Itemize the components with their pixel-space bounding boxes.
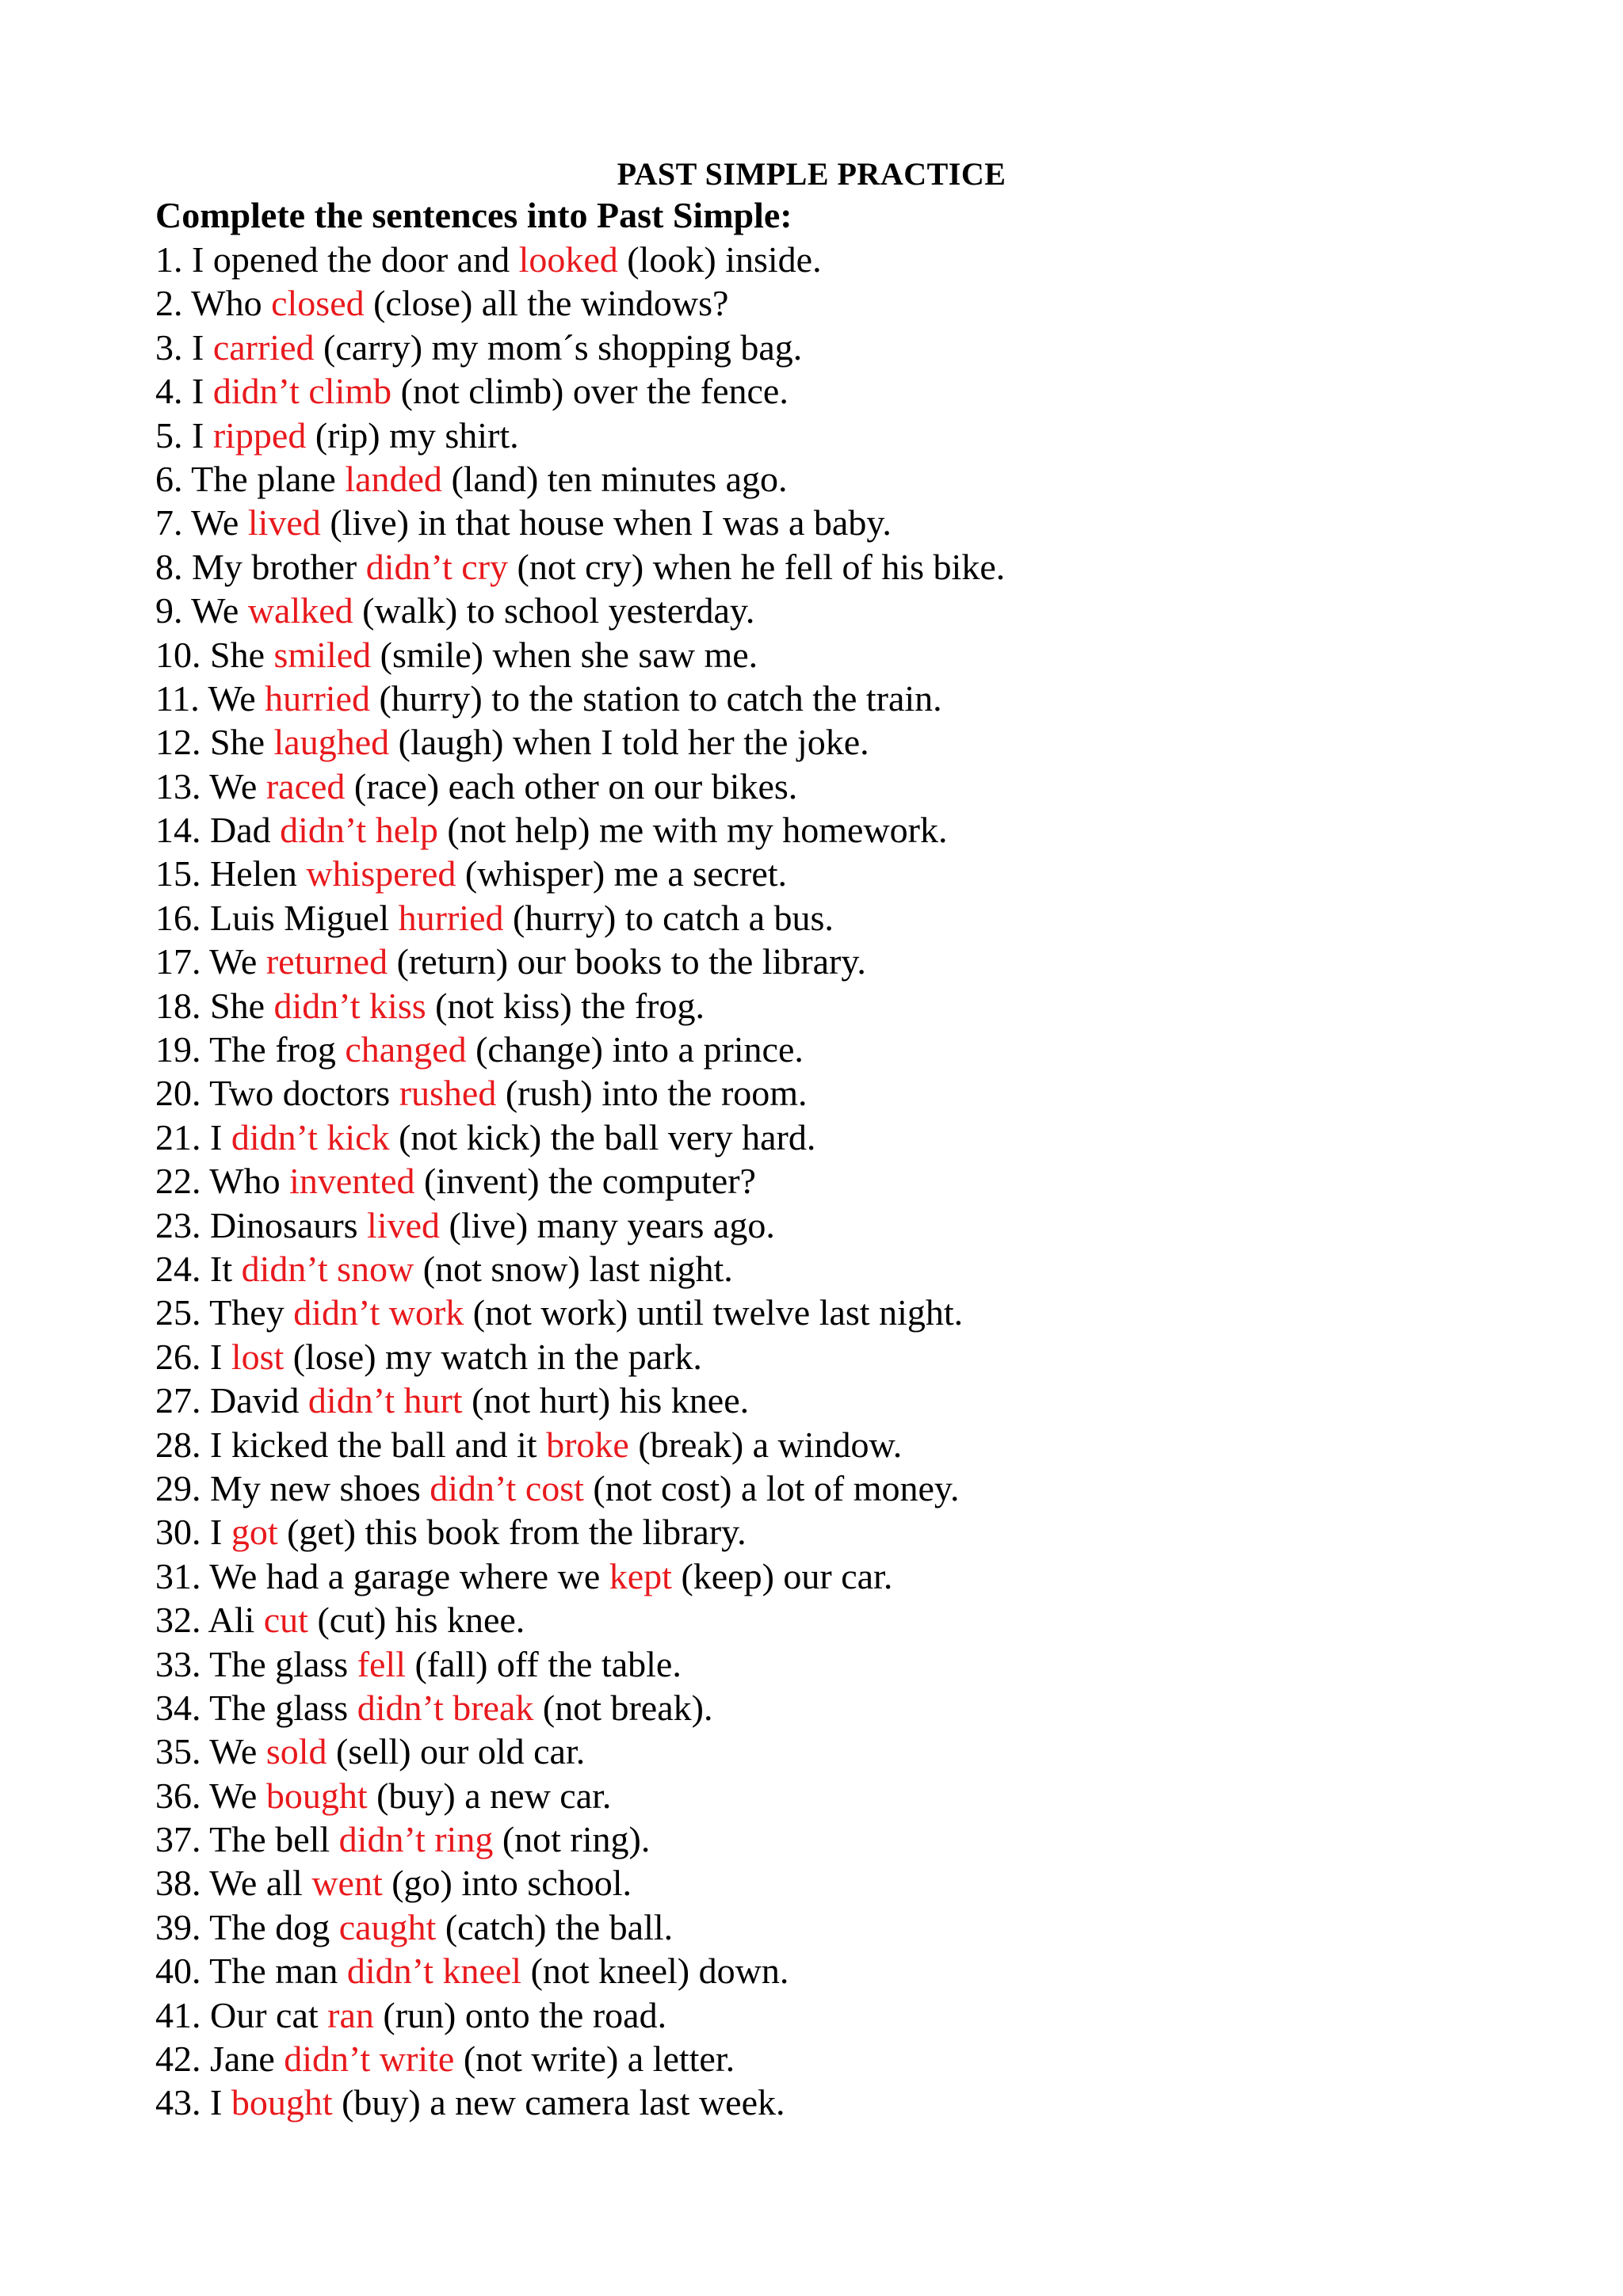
sentence-text-after: (not break). bbox=[542, 1687, 713, 1728]
sentence-text-after: (buy) a new camera last week. bbox=[342, 2082, 785, 2123]
sentence-text-before: I bbox=[192, 414, 204, 456]
sentence-number: 1. bbox=[155, 239, 183, 280]
sentence-item bbox=[155, 1116, 1005, 1159]
sentence-text-after: (not climb) over the fence. bbox=[400, 371, 789, 412]
sentence-text-after: (go) into school. bbox=[391, 1863, 632, 1904]
sentence-number: 22. bbox=[155, 1161, 201, 1202]
sentence-item bbox=[155, 1028, 1005, 1071]
sentence-text-after: (not cost) a lot of money. bbox=[593, 1467, 960, 1508]
sentence-text-before: I bbox=[210, 1116, 223, 1158]
sentence-answer: went bbox=[311, 1863, 383, 1904]
sentence-item bbox=[155, 984, 1005, 1028]
sentence-number: 42. bbox=[155, 2039, 201, 2080]
sentence-number: 24. bbox=[155, 1248, 201, 1289]
sentence-item bbox=[155, 1291, 1005, 1334]
sentence-answer: laughed bbox=[273, 722, 390, 763]
sentence-item bbox=[155, 940, 1005, 983]
sentence-item bbox=[155, 1774, 1005, 1817]
sentence-text-before: Who bbox=[209, 1161, 281, 1202]
sentence-answer: whispered bbox=[306, 853, 456, 894]
sentence-number: 21. bbox=[155, 1116, 201, 1158]
sentence-answer: invented bbox=[289, 1161, 415, 1202]
sentence-answer: didn’t cost bbox=[430, 1467, 584, 1508]
sentence-number: 12. bbox=[155, 722, 201, 763]
sentence-text-before: We bbox=[191, 502, 239, 543]
sentence-text-after: (catch) the ball. bbox=[445, 1906, 674, 1947]
sentence-number: 9. bbox=[155, 590, 183, 631]
sentence-text-after: (hurry) to the station to catch the train. bbox=[379, 677, 942, 719]
sentence-item bbox=[155, 1466, 1005, 1510]
sentence-number: 26. bbox=[155, 1336, 201, 1377]
sentence-text-after: (invent) the computer? bbox=[424, 1161, 756, 1202]
sentence-answer: bought bbox=[231, 2082, 333, 2123]
sentence-answer: caught bbox=[338, 1906, 437, 1947]
sentence-text-before: We bbox=[209, 941, 258, 982]
sentence-text-before: Dad bbox=[210, 810, 271, 851]
sentence-answer: sold bbox=[265, 1731, 327, 1772]
sentence-text-before: The frog bbox=[209, 1029, 336, 1070]
sentence-number: 29. bbox=[155, 1467, 201, 1508]
sentence-answer: hurried bbox=[265, 677, 370, 719]
sentence-answer: rushed bbox=[399, 1073, 497, 1114]
sentence-number: 3. bbox=[155, 326, 183, 368]
sentence-number: 16. bbox=[155, 897, 201, 938]
sentence-item bbox=[155, 852, 1005, 895]
sentence-text-after: (change) into a prince. bbox=[475, 1029, 804, 1070]
sentence-number: 8. bbox=[155, 546, 183, 587]
sentence-answer: carried bbox=[212, 326, 315, 368]
sentence-text-after: (not work) until twelve last night. bbox=[472, 1292, 964, 1333]
sentence-item bbox=[155, 501, 1005, 544]
sentence-item bbox=[155, 1949, 1005, 1993]
sentence-text-after: (get) this book from the library. bbox=[287, 1512, 747, 1553]
sentence-answer: cut bbox=[263, 1600, 308, 1641]
sentence-text-before: David bbox=[210, 1380, 300, 1421]
sentence-item bbox=[155, 1071, 1005, 1115]
sentence-text-after: (not kiss) the frog. bbox=[435, 985, 705, 1026]
sentence-text-after: (sell) our old car. bbox=[336, 1731, 586, 1772]
sentence-text-before: The man bbox=[209, 1951, 338, 1992]
sentence-text-after: (not ring). bbox=[502, 1819, 651, 1860]
sentence-answer: returned bbox=[265, 941, 388, 982]
sentence-number: 40. bbox=[155, 1951, 201, 1992]
sentence-item bbox=[155, 369, 1005, 413]
sentence-number: 23. bbox=[155, 1204, 201, 1245]
sentence-text-before: Helen bbox=[210, 853, 297, 894]
sentence-text-before: We all bbox=[209, 1863, 303, 1904]
sentence-text-after: (walk) to school yesterday. bbox=[362, 590, 755, 631]
sentence-text-before: Two doctors bbox=[209, 1073, 391, 1114]
sentence-number: 35. bbox=[155, 1731, 201, 1772]
sentence-answer: lived bbox=[367, 1204, 441, 1245]
sentence-text-after: (laugh) when I told her the joke. bbox=[398, 722, 869, 763]
sentence-text-after: (not snow) last night. bbox=[422, 1248, 733, 1289]
sentence-item bbox=[155, 1730, 1005, 1773]
sentence-text-before: We bbox=[209, 765, 258, 807]
sentence-answer: lost bbox=[231, 1336, 285, 1377]
sentence-text-after: (hurry) to catch a bus. bbox=[513, 897, 834, 938]
sentence-number: 11. bbox=[155, 677, 200, 719]
sentence-text-before: The plane bbox=[191, 458, 336, 499]
sentence-item bbox=[155, 326, 1005, 369]
sentence-number: 2. bbox=[155, 283, 183, 324]
sentence-item bbox=[155, 1510, 1005, 1554]
sentence-text-after: (not write) a letter. bbox=[463, 2039, 735, 2080]
sentence-item bbox=[155, 545, 1005, 589]
sentence-item bbox=[155, 2081, 1005, 2124]
sentence-item bbox=[155, 457, 1005, 501]
sentence-text-before: She bbox=[210, 634, 265, 675]
sentence-answer: didn’t kiss bbox=[273, 985, 426, 1026]
sentence-number: 14. bbox=[155, 810, 201, 851]
sentence-answer: closed bbox=[271, 283, 365, 324]
sentence-answer: walked bbox=[247, 590, 353, 631]
sentence-text-before: Luis Miguel bbox=[210, 897, 390, 938]
sentence-answer: kept bbox=[609, 1555, 672, 1596]
sentence-text-after: (rip) my shirt. bbox=[315, 414, 519, 456]
sentence-answer: ripped bbox=[212, 414, 307, 456]
sentence-item bbox=[155, 633, 1005, 677]
sentence-text-after: (carry) my mom´s shopping bag. bbox=[323, 326, 803, 368]
sentence-number: 39. bbox=[155, 1906, 201, 1947]
sentence-answer: didn’t ring bbox=[338, 1819, 494, 1860]
sentence-answer: didn’t break bbox=[357, 1687, 534, 1728]
sentence-answer: didn’t climb bbox=[212, 371, 392, 412]
sentence-item bbox=[155, 1335, 1005, 1379]
sentence-item bbox=[155, 1993, 1005, 2037]
sentence-answer: smiled bbox=[273, 634, 372, 675]
sentence-answer: broke bbox=[546, 1424, 629, 1465]
sentence-answer: bought bbox=[265, 1775, 368, 1816]
sentence-text-before: Our cat bbox=[210, 1994, 319, 2035]
sentence-text-before: I bbox=[210, 1512, 223, 1553]
sentence-text-after: (smile) when she saw me. bbox=[380, 634, 758, 675]
sentence-item bbox=[155, 1686, 1005, 1730]
sentence-number: 20. bbox=[155, 1073, 201, 1114]
sentence-number: 37. bbox=[155, 1819, 201, 1860]
sentence-text-after: (not kick) the ball very hard. bbox=[399, 1116, 816, 1158]
sentence-item bbox=[155, 1247, 1005, 1291]
sentence-number: 15. bbox=[155, 853, 201, 894]
sentence-number: 25. bbox=[155, 1292, 201, 1333]
sentence-answer: fell bbox=[357, 1643, 406, 1684]
sentence-item bbox=[155, 281, 1005, 325]
sentence-text-after: (cut) his knee. bbox=[317, 1600, 525, 1641]
sentence-item bbox=[155, 2037, 1005, 2081]
sentence-answer: didn’t work bbox=[293, 1292, 464, 1333]
sentence-item bbox=[155, 414, 1005, 457]
sentence-text-before: We bbox=[191, 590, 239, 631]
sentence-number: 27. bbox=[155, 1380, 201, 1421]
sentence-item bbox=[155, 896, 1005, 940]
sentence-answer: landed bbox=[345, 458, 442, 499]
sentence-text-before: I bbox=[192, 326, 204, 368]
sentence-answer: lived bbox=[247, 502, 321, 543]
sentence-text-before: Jane bbox=[210, 2039, 275, 2080]
sentence-answer: ran bbox=[327, 1994, 374, 2035]
sentence-number: 7. bbox=[155, 502, 183, 543]
sentence-text-before: I kicked the ball and it bbox=[210, 1424, 537, 1465]
sentence-text-after: (run) onto the road. bbox=[383, 1994, 667, 2035]
sentence-text-before: I bbox=[210, 2082, 223, 2123]
sentence-text-after: (return) our books to the library. bbox=[396, 941, 866, 982]
sentence-number: 38. bbox=[155, 1863, 201, 1904]
sentence-text-after: (not cry) when he fell of his bike. bbox=[517, 546, 1006, 587]
sentence-number: 30. bbox=[155, 1512, 201, 1553]
sentence-text-after: (lose) my watch in the park. bbox=[292, 1336, 702, 1377]
sentence-number: 10. bbox=[155, 634, 201, 675]
sentence-text-before: We bbox=[209, 1775, 258, 1816]
sentence-answer: didn’t help bbox=[280, 810, 438, 851]
sentence-text-before: The glass bbox=[209, 1687, 349, 1728]
sentence-number: 28. bbox=[155, 1424, 201, 1465]
sentence-text-before: Dinosaurs bbox=[210, 1204, 358, 1245]
sentence-item bbox=[155, 1817, 1005, 1861]
sentence-item bbox=[155, 808, 1005, 852]
sentence-item bbox=[155, 1423, 1005, 1466]
sentence-text-after: (live) in that house when I was a baby. bbox=[330, 502, 892, 543]
sentence-number: 6. bbox=[155, 458, 183, 499]
sentence-text-after: (close) all the windows? bbox=[373, 283, 729, 324]
sentence-item bbox=[155, 720, 1005, 764]
sentence-answer: raced bbox=[265, 765, 346, 807]
sentence-number: 33. bbox=[155, 1643, 201, 1684]
sentence-number: 43. bbox=[155, 2082, 201, 2123]
sentence-text-before: They bbox=[209, 1292, 285, 1333]
sentence-text-after: (look) inside. bbox=[627, 239, 822, 280]
sentence-text-before: I bbox=[192, 371, 204, 412]
sentence-number: 17. bbox=[155, 941, 201, 982]
sentence-text-after: (not help) me with my homework. bbox=[447, 810, 948, 851]
sentence-answer: hurried bbox=[398, 897, 504, 938]
sentence-text-after: (keep) our car. bbox=[681, 1555, 893, 1596]
sentence-text-before: My brother bbox=[192, 546, 357, 587]
sentence-item bbox=[155, 1379, 1005, 1422]
sentence-item bbox=[155, 765, 1005, 808]
sentence-number: 31. bbox=[155, 1555, 201, 1596]
sentence-answer: didn’t snow bbox=[241, 1248, 414, 1289]
sentence-number: 18. bbox=[155, 985, 201, 1026]
page-title: PAST SIMPLE PRACTICE bbox=[617, 156, 1006, 192]
sentence-item bbox=[155, 589, 1005, 632]
sentence-number: 32. bbox=[155, 1600, 201, 1641]
sentence-text-after: (break) a window. bbox=[638, 1424, 903, 1465]
sentence-number: 13. bbox=[155, 765, 201, 807]
sentence-item bbox=[155, 1554, 1005, 1598]
sentence-text-before: She bbox=[210, 722, 265, 763]
sentence-text-before: Ali bbox=[208, 1600, 255, 1641]
sentence-number: 4. bbox=[155, 371, 183, 412]
sentence-text-before: We bbox=[209, 1731, 258, 1772]
sentence-number: 41. bbox=[155, 1994, 201, 2035]
sentence-text-after: (land) ten minutes ago. bbox=[451, 458, 788, 499]
sentence-text-after: (rush) into the room. bbox=[505, 1073, 808, 1114]
sentence-text-after: (fall) off the table. bbox=[414, 1643, 682, 1684]
sentence-item bbox=[155, 1203, 1005, 1247]
sentence-text-before: We bbox=[208, 677, 256, 719]
sentence-item bbox=[155, 677, 1005, 720]
sentence-text-after: (live) many years ago. bbox=[449, 1204, 775, 1245]
sentence-text-before: Who bbox=[191, 283, 262, 324]
sentence-text-after: (not hurt) his knee. bbox=[472, 1380, 750, 1421]
instruction-heading: Complete the sentences into Past Simple: bbox=[155, 195, 792, 235]
sentence-text-before: We had a garage where we bbox=[209, 1555, 601, 1596]
sentence-item bbox=[155, 1598, 1005, 1642]
sentence-item bbox=[155, 1905, 1005, 1949]
sentence-text-after: (race) each other on our bikes. bbox=[353, 765, 798, 807]
sentence-text-after: (not kneel) down. bbox=[530, 1951, 789, 1992]
sentence-text-before: It bbox=[210, 1248, 233, 1289]
sentence-answer: got bbox=[231, 1512, 278, 1553]
sentence-answer: looked bbox=[518, 239, 618, 280]
sentence-answer: didn’t kick bbox=[231, 1116, 390, 1158]
sentence-item bbox=[155, 1861, 1005, 1905]
sentence-item bbox=[155, 238, 1005, 281]
sentence-number: 19. bbox=[155, 1029, 201, 1070]
sentence-number: 34. bbox=[155, 1687, 201, 1728]
sentence-number: 5. bbox=[155, 414, 183, 456]
sentence-text-before: The dog bbox=[209, 1906, 330, 1947]
sentence-answer: didn’t kneel bbox=[346, 1951, 522, 1992]
sentence-answer: changed bbox=[345, 1029, 467, 1070]
sentence-item bbox=[155, 1159, 1005, 1203]
sentence-list bbox=[155, 238, 1005, 2125]
sentence-text-before: She bbox=[210, 985, 265, 1026]
sentence-text-before: The glass bbox=[209, 1643, 349, 1684]
sentence-item bbox=[155, 1642, 1005, 1686]
sentence-text-before: The bell bbox=[209, 1819, 330, 1860]
sentence-number: 36. bbox=[155, 1775, 201, 1816]
sentence-text-before: I opened the door and bbox=[192, 239, 510, 280]
sentence-answer: didn’t write bbox=[284, 2039, 455, 2080]
sentence-text-before: My new shoes bbox=[210, 1467, 421, 1508]
sentence-text-after: (whisper) me a secret. bbox=[464, 853, 788, 894]
sentence-text-after: (buy) a new car. bbox=[376, 1775, 612, 1816]
sentence-answer: didn’t hurt bbox=[307, 1380, 463, 1421]
sentence-text-before: I bbox=[210, 1336, 223, 1377]
sentence-answer: didn’t cry bbox=[365, 546, 509, 587]
